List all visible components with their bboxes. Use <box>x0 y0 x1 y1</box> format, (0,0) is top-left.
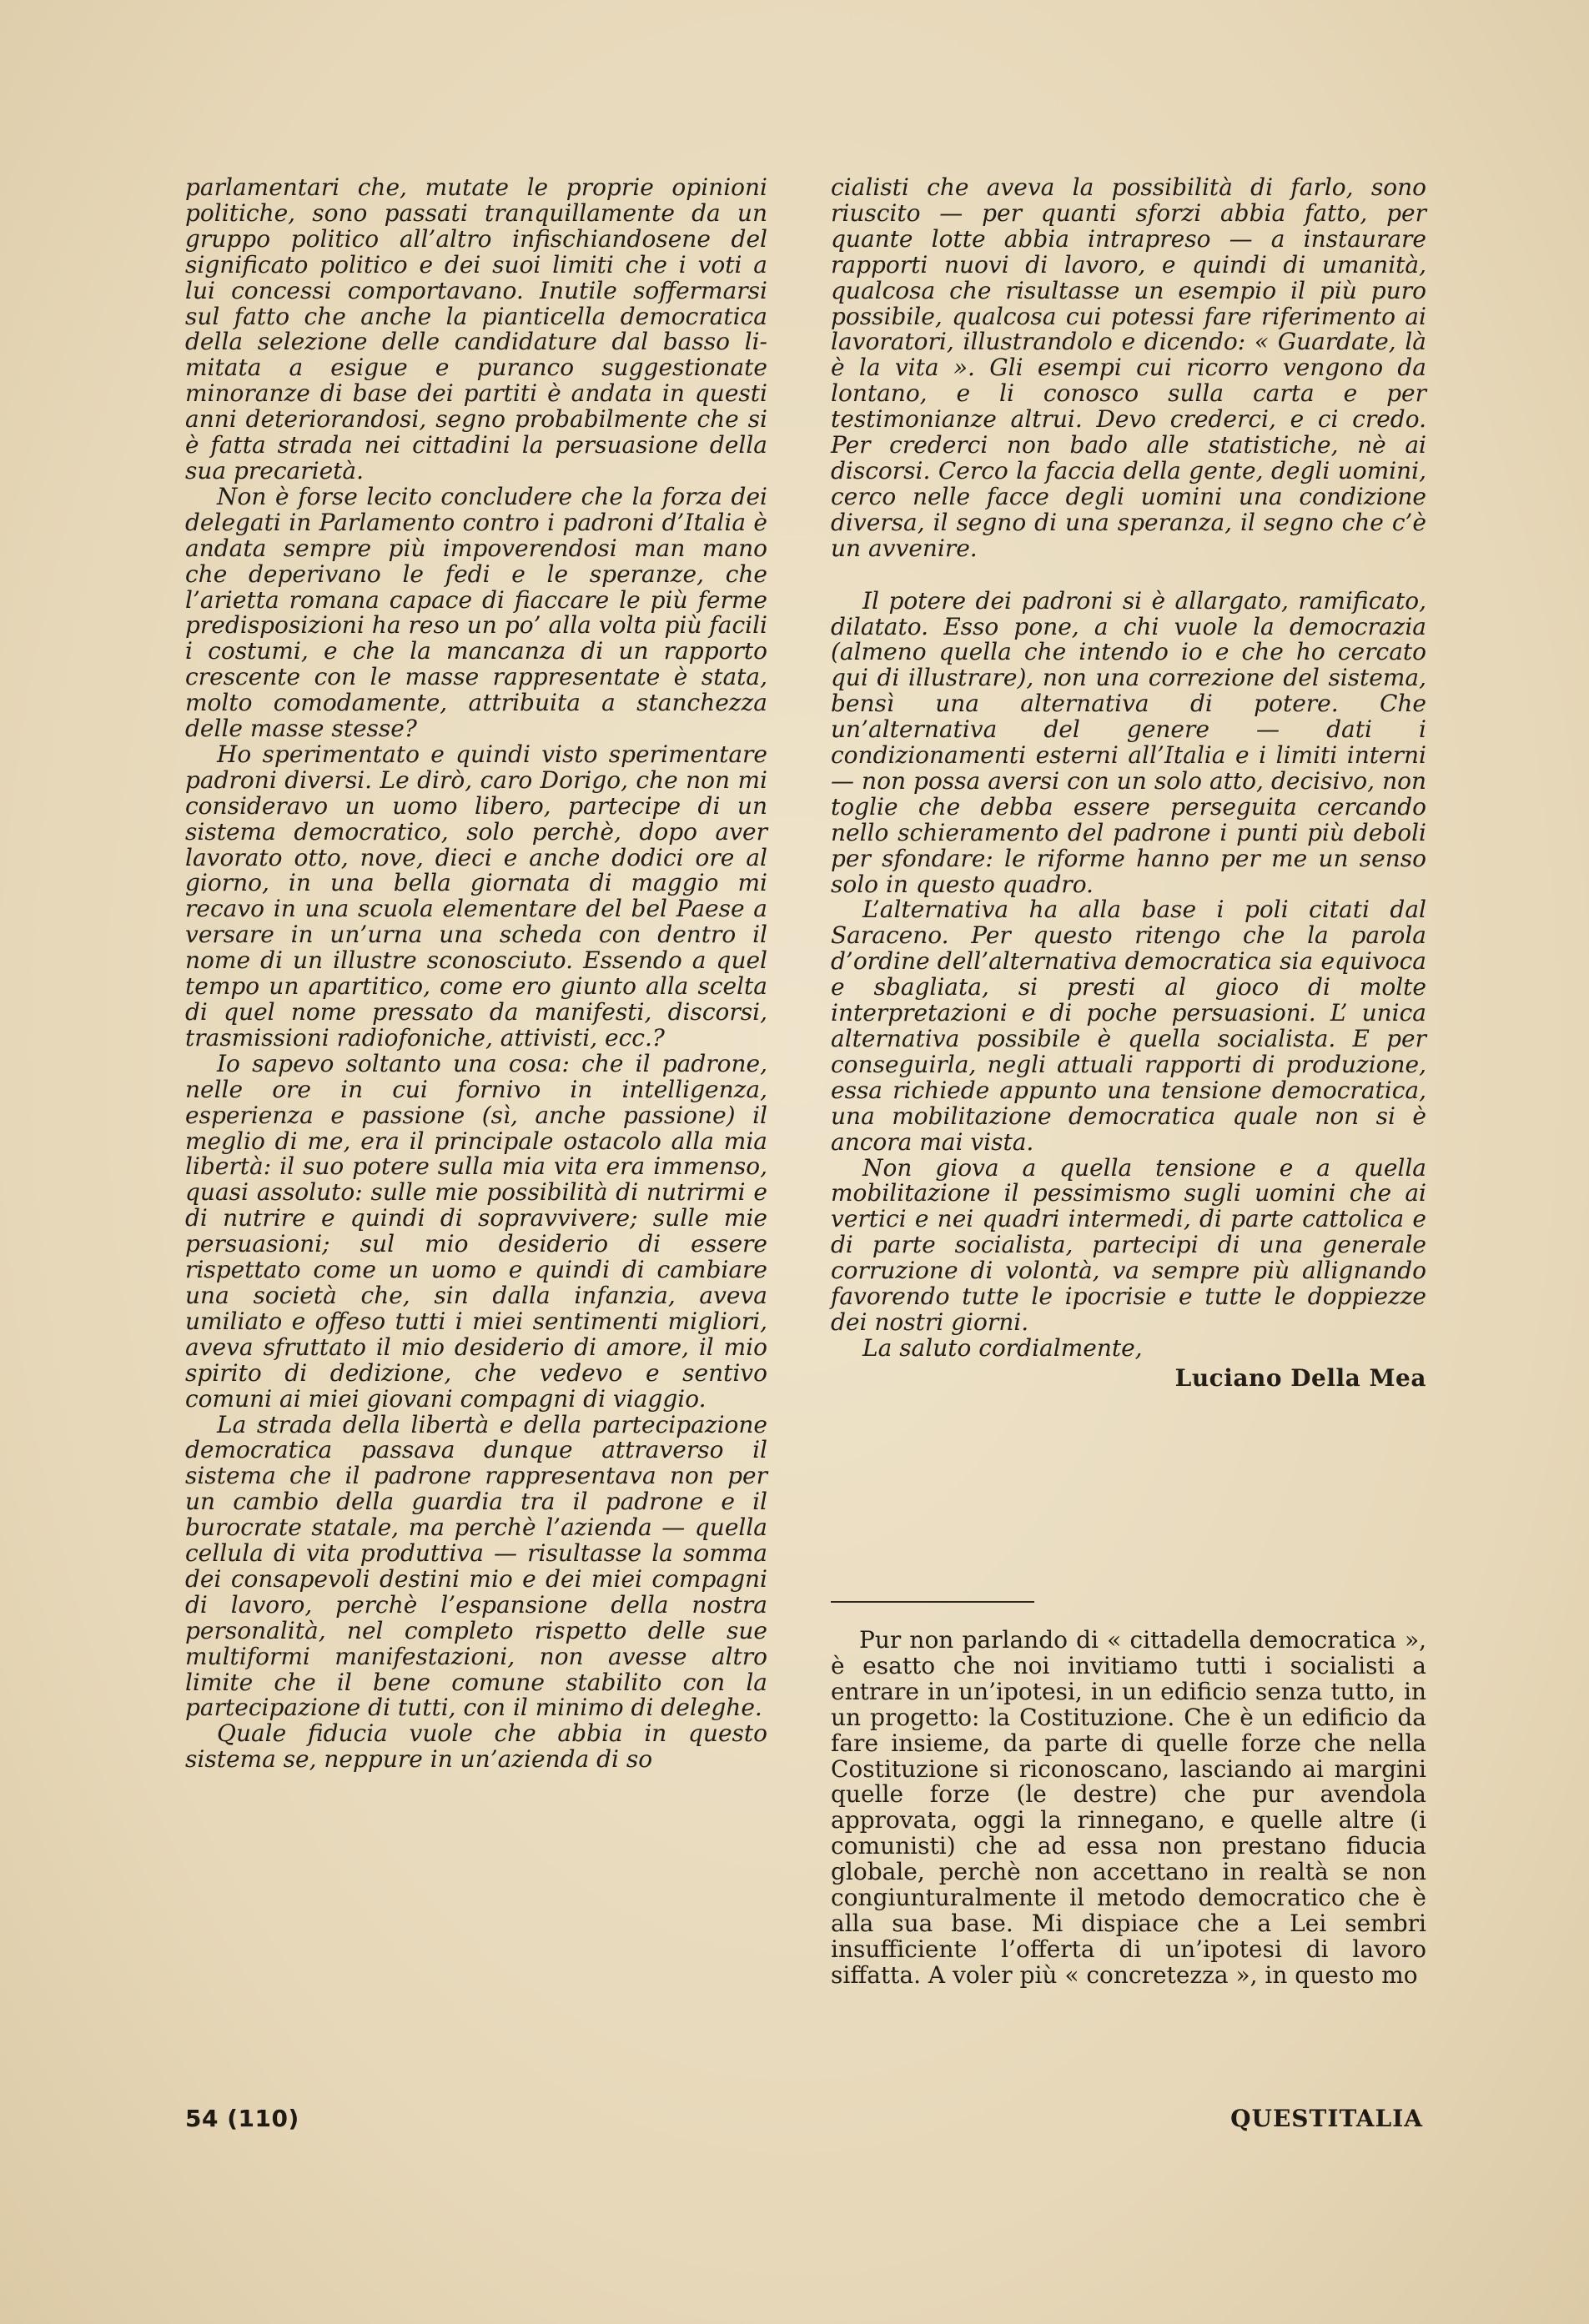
letter-signature: Luciano Della Mea <box>1174 1363 1426 1392</box>
letter-paragraph: Ho sperimentato e quindi visto sperimentare padroni diversi. Le dirò, caro Dorigo, che non mi consideravo un uomo libero, partecipe di un sistema democratico, solo perchè, dopo aver lavorato otto, nove, dieci e anche dodici ore al giorno, in una bella giornata di maggio mi recavo in una scuola elementare del bel Paese a versare in un’urna una scheda con dentro il nome di un illustre sconosciuto. Essendo a quel tempo un apartitico, come ero giunto alla scelta di quel nome pressato da manifesti, discorsi, trasmissioni radiofoniche, attivisti, ecc.? <box>185 740 767 1052</box>
editorial-reply <box>831 1628 1426 1989</box>
letter-paragraph: Quale fiducia vuole che abbia in questo sistema se, neppure in un’azienda di so <box>185 1719 767 1774</box>
section-divider <box>831 1601 1034 1603</box>
letter-paragraph: Non giova a quella tensione e a quella mobilitazione il pessimismo sugli uomini che ai vertici e nei quadri intermedi, di parte cattolica e di parte socialista, partecipi di una generale corruzione di volontà, va sempre più allignando favorendo tutte le ipocrisie e tutte le doppiezze dei nostri giorni. <box>831 1153 1426 1336</box>
magazine-name: QUESTITALIA <box>1230 2105 1423 2132</box>
letter-paragraph: parlamentari che, mutate le proprie opinioni politiche, sono passati tranquillamente da un gruppo politico all’altro infischiandosene del significato politico e dei suoi limiti che i voti a lui concessi comportavano. Inutile soffermarsi sul fatto che anche la pianticella democratica della selezione delle candidature dal basso limitata a esigue e puranco suggestionate minoranze di base dei partiti è andata in questi anni deteriorandosi, segno probabilmente che si è fatta strada nei cittadini la persuasione della sua precarietà. <box>185 173 767 484</box>
page-number: 54 (110) <box>185 2105 299 2132</box>
letter-paragraph: cialisti che aveva la possibilità di farlo, sono riuscito — per quanti sforzi abbia fatto, per quante lotte abbia intrapreso — a instaurare rapporti nuovi di lavoro, e quindi di umanità, qualcosa che risultasse un esempio il più puro possibile, qualcosa cui potessi fare riferimento ai lavoratori, illustrandolo e dicendo: « Guardate, là è la vita ». Gli esempi cui ricorro vengono da lontano, e li conosco sulla carta e per testimonianze altrui. Devo crederci, e ci credo. Per crederci non bado alle statistiche, nè ai discorsi. Cerco la faccia della gente, degli uomini, cerco nelle facce degli uomini una condizione diversa, il segno di una speranza, il segno che c’è un avvenire. <box>831 173 1426 562</box>
left-column <box>185 175 767 1773</box>
right-column <box>831 175 1426 1392</box>
reply-paragraph: Pur non parlando di « cittadella democratica », è esatto che noi invitiamo tutti i socialisti a entrare in un’ipotesi, in un edificio senza tutto, in un progetto: la Costituzione. Che è un edificio da fare insieme, da parte di quelle forze che nella Costituzione si riconoscano, lasciando ai margini quelle forze (le destre) che pur avendola approvata, oggi la rinnegano, e quelle altre (i comunisti) che ad essa non prestano fiducia globale, perchè non accettano in realtà se non congiunturalmente il metodo democratico che è alla sua base. Mi dispiace che a Lei sembri insufficiente l’offerta di un’ipotesi di lavoro siffatta. A voler più « concretezza », in questo mo <box>831 1626 1426 1989</box>
letter-paragraph: La strada della libertà e della partecipazione democratica passava dunque attraverso il sistema che il padrone rappresentava non per un cambio della guardia tra il padrone e il burocrate statale, ma perchè l’azienda — quella cellula di vita produttiva — risultasse la somma dei consapevoli destini mio e dei miei compagni di lavoro, perchè l’espansione della nostra personalità, nel completo rispetto delle sue multiformi manifestazioni, non avesse altro limite che il bene comune stabilito con la partecipazione di tutti, con il minimo di deleghe. <box>185 1410 767 1722</box>
letter-closing: La saluto cordialmente, <box>862 1333 1143 1362</box>
letter-paragraph: L’alternativa ha alla base i poli citati dal Saraceno. Per questo ritengo che la parola d’ordine dell’alternativa democratica sia equivoca e sbagliata, si presti al gioco di molte interpretazioni e di poche persuasioni. L’ unica alternativa possibile è quella socialista. E per conseguirla, negli attuali rapporti di produzione, essa richiede appunto una tensione democratica, una mobilitazione democratica quale non si è ancora mai vista. <box>831 896 1426 1156</box>
letter-paragraph: Non è forse lecito concludere che la forza dei delegati in Parlamento contro i padroni d’Italia è andata sempre più impoverendosi man mano che deperivano le fedi e le speranze, che l’arietta romana capace di fiaccare le più ferme predisposizioni ha reso un po’ alla volta più facili i costumi, e che la mancanza di un rapporto crescente con le masse rappresentate è stata, molto comodamente, attribuita a stanchezza delle masse stesse? <box>185 482 767 743</box>
letter-paragraph: Il potere dei padroni si è allargato, ramificato, dilatato. Esso pone, a chi vuole la democrazia (almeno quella che intendo io e che ho cercato qui di illustrare), non una correzione del sistema, bensì una alternativa di potere. Che un’alternativa del genere — dati i condizionamenti esterni all’Italia e i limiti interni — non possa aversi con un solo atto, decisivo, non toglie che debba essere perseguita cercando nello schieramento del padrone i punti più deboli per sfondare: le riforme hanno per me un senso solo in questo quadro. <box>831 586 1426 898</box>
letter-paragraph: Io sapevo soltanto una cosa: che il padrone, nelle ore in cui fornivo in intelligenza, esperienza e passione (sì, anche passione) il meglio di me, era il principale ostacolo alla mia libertà: il suo potere sulla mia vita era immenso, quasi assoluto: sulle mie possibilità di nutrirmi e di nutrire e quindi di sopravvivere; sulle mie persuasioni; sul mio desiderio di essere rispettato come un uomo e quindi di cambiare una società che, sin dalla infanzia, aveva umiliato e offeso tutti i miei sentimenti migliori, aveva sfruttato il mio desiderio di amore, il mio spirito di dedizione, che vedevo e sentivo comuni ai miei giovani compagni di viaggio. <box>185 1049 767 1413</box>
